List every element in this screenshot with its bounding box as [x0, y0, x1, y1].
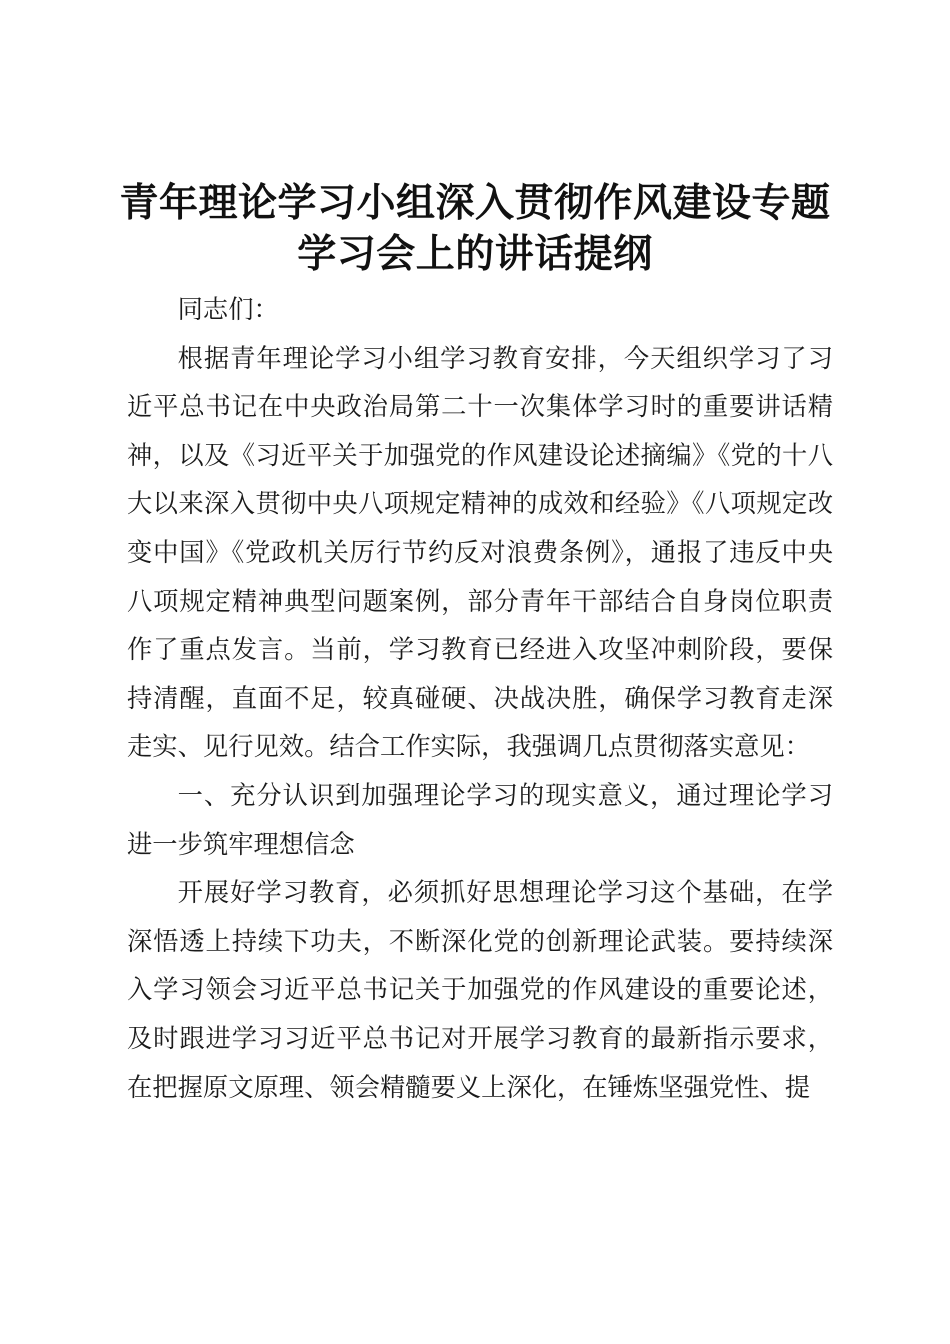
document-title: 青年理论学习小组深入贯彻作风建设专题学习会上的讲话提纲 — [119, 181, 831, 277]
salutation: 同志们： — [177, 295, 279, 324]
body-paragraph: 开展好学习教育，必须抓好思想理论学习这个基础，在学深悟透上持续下功夫，不断深化党的创新理论武装。要持续深入学习领会习近平总书记关于加强党的作风建设的重要论述，及时跟进学习习近平总书记对开展学习教育的最新指示要求，在把握原文原理、领会精髓要义上深化，在锤炼坚强党性、提 — [127, 878, 833, 1102]
document-body — [127, 286, 833, 1112]
section-heading: 一、充分认识到加强理论学习的现实意义，通过理论学习进一步筑牢理想信念 — [127, 780, 833, 859]
body-paragraph: 根据青年理论学习小组学习教育安排，今天组织学习了习近平总书记在中央政治局第二十一次集体学习时的重要讲话精神，以及《习近平关于加强党的作风建设论述摘编》《党的十八大以来深入贯彻中央八项规定精神的成效和经验》《八项规定改变中国》《党政机关厉行节约反对浪费条例》，通报了违反中央八项规定精神典型问题案例，部分青年干部结合自身岗位职责作了重点发言。当前，学习教育已经进入攻坚冲刺阶段，要保持清醒，直面不足，较真碰硬、决战决胜，确保学习教育走深走实、见行见效。结合工作实际，我强调几点贯彻落实意见： — [127, 343, 833, 762]
